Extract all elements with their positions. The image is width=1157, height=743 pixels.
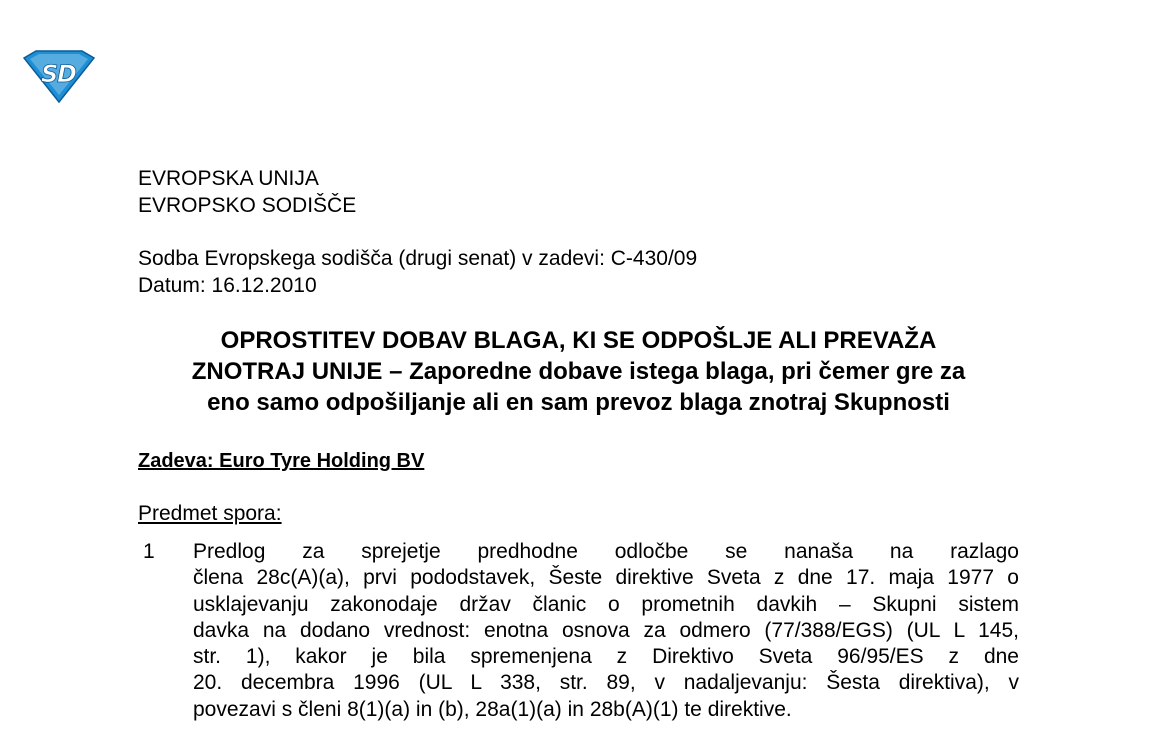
paragraph-line: povezavi s členi 8(1)(a) in (b), 28a(1)(a) in 28b(A)(1) te direktive. xyxy=(193,697,792,721)
title-line: OPROSTITEV DOBAV BLAGA, KI SE ODPOŠLJE ALI PREVAŽA xyxy=(220,327,937,354)
ruling-date: Datum: 16.12.2010 xyxy=(138,274,317,297)
paragraph-line: usklajevanju zakonodaje držav članic o prometnih davkih – Skupni sistem xyxy=(193,592,1019,616)
paragraph-line: člena 28c(A)(a), prvi pododstavek, Šeste direktive Sveta z dne 17. maja 1977 o xyxy=(193,566,1019,590)
ruling-reference: Sodba Evropskega sodišča (drugi senat) v zadevi: C-430/09 xyxy=(138,247,698,270)
paragraph-line: Predlog za sprejetje predhodne odločbe se nanaša na razlago xyxy=(193,540,1019,563)
document-title xyxy=(130,325,1027,418)
court-heading xyxy=(138,165,356,219)
title-line: ZNOTRAJ UNIJE – Zaporedne dobave istega blaga, pri čemer gre za xyxy=(191,358,966,385)
paragraph-number: 1 xyxy=(143,540,155,563)
subject-heading: Predmet spora: xyxy=(138,502,282,525)
paragraph-line: davka na dodano vrednost: enotna osnova za odmero (77/388/EGS) (UL L 145, xyxy=(193,618,1019,642)
court-name: EVROPSKO SODIŠČE xyxy=(138,194,357,217)
svg-text:S: S xyxy=(41,60,59,88)
union-name: EVROPSKA UNIJA xyxy=(138,167,319,190)
court-logo-emblem xyxy=(22,48,96,104)
paragraph-line: 20. decembra 1996 (UL L 338, str. 89, v nadaljevanju: Šesta direktiva), v xyxy=(193,671,1019,695)
court-logo xyxy=(22,48,96,104)
paragraph-body xyxy=(193,539,1019,723)
ruling-info xyxy=(138,245,697,299)
svg-text:D: D xyxy=(57,60,77,88)
title-line: eno samo odpošiljanje ali en sam prevoz blaga znotraj Skupnosti xyxy=(207,389,950,416)
paragraph-line: str. 1), kakor je bila spremenjena z Direktivo Sveta 96/95/ES z dne xyxy=(193,645,1019,669)
case-name: Zadeva: Euro Tyre Holding BV xyxy=(138,450,425,472)
